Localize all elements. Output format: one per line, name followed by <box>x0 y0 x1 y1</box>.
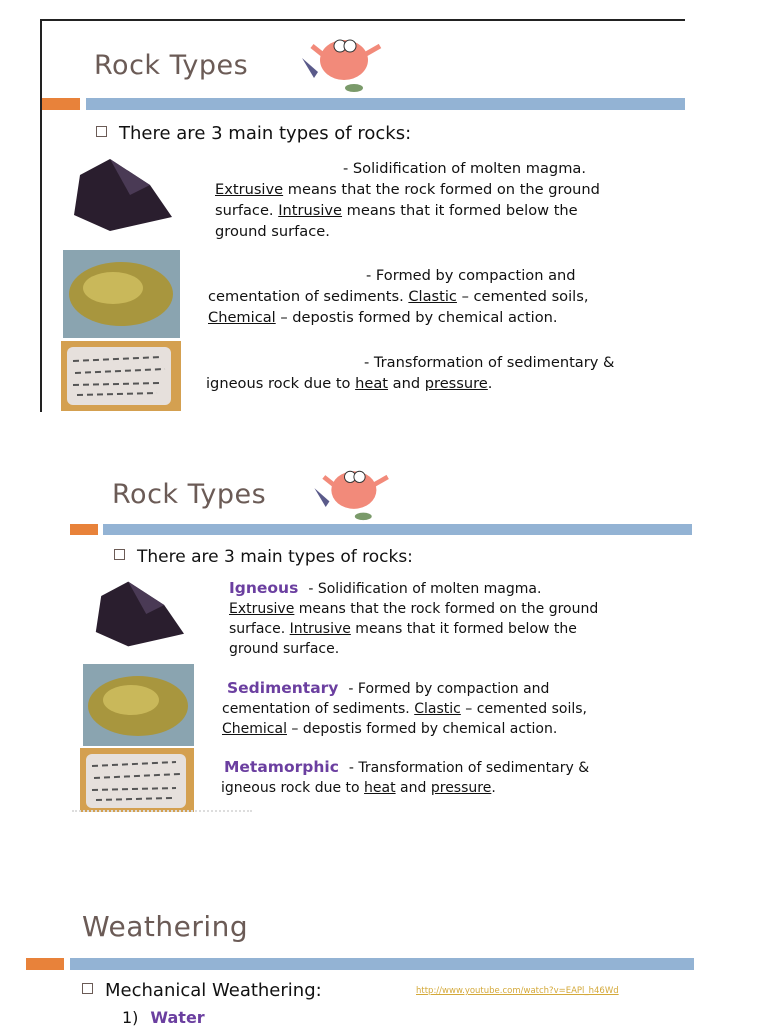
bullet-text: Mechanical Weathering: <box>105 980 322 1001</box>
rock-mascot-icon <box>296 28 388 94</box>
sedimentary-rock-image <box>83 664 194 746</box>
sedimentary-line-3: – depostis formed by chemical action. <box>275 309 558 326</box>
list-item-label: Water <box>150 1008 205 1027</box>
igneous-line-1: - Solidification of molten magma. <box>343 160 586 177</box>
rock-mascot-icon <box>306 460 398 522</box>
bullet-text: There are 3 main types of rocks: <box>137 547 413 567</box>
title-accent-orange <box>26 958 64 970</box>
metamorphic-rock-image <box>80 748 194 812</box>
igneous-line-3b: means that it formed below the <box>342 202 578 219</box>
igneous-rock-image <box>90 578 188 650</box>
title-accent-blue <box>86 98 685 110</box>
term-intrusive: Intrusive <box>278 202 343 219</box>
metamorphic-line-1: - Transformation of sedimentary & <box>364 354 615 371</box>
term-chemical: Chemical <box>208 309 276 326</box>
term-igneous: Igneous <box>229 579 299 597</box>
metamorphic-line-2a: igneous rock due to <box>221 780 365 796</box>
metamorphic-line-2c: . <box>491 780 496 796</box>
term-clastic: Clastic <box>408 288 457 305</box>
metamorphic-rock-image <box>61 341 181 411</box>
sedimentary-line-2b: – cemented soils, <box>460 701 588 717</box>
title-accent-blue <box>103 524 692 535</box>
term-heat: heat <box>364 780 396 796</box>
sedimentary-description <box>208 265 588 328</box>
slide-title: Weathering <box>82 910 249 943</box>
term-pressure: pressure <box>424 375 488 392</box>
title-accent-orange <box>42 98 80 110</box>
bullet-square-icon <box>82 983 93 994</box>
faint-slide-toolbar <box>72 810 252 818</box>
term-intrusive: Intrusive <box>289 621 351 637</box>
metamorphic-line-1: - Transformation of sedimentary & <box>348 760 590 776</box>
sedimentary-description <box>222 678 587 739</box>
slide-1-top-border <box>40 19 685 21</box>
igneous-line-2: means that the rock formed on the ground <box>294 601 599 617</box>
term-extrusive: Extrusive <box>229 601 295 617</box>
sedimentary-rock-image <box>63 250 180 338</box>
igneous-line-3b: means that it formed below the <box>350 621 577 637</box>
term-pressure: pressure <box>430 780 492 796</box>
igneous-rock-image <box>70 155 174 235</box>
igneous-line-2: means that the rock formed on the ground <box>283 181 600 198</box>
main-bullet <box>114 547 413 567</box>
term-heat: heat <box>355 375 389 392</box>
metamorphic-description <box>206 352 614 394</box>
slide-1-left-border <box>40 19 42 412</box>
term-sedimentary: Sedimentary <box>227 679 339 697</box>
igneous-line-4: ground surface. <box>215 223 330 240</box>
list-item-water <box>122 1008 205 1027</box>
main-bullet <box>82 980 322 1001</box>
igneous-description <box>215 158 600 242</box>
slide-title: Rock Types <box>94 50 249 81</box>
metamorphic-description <box>221 757 589 798</box>
sedimentary-line-2a: cementation of sediments. <box>208 288 409 305</box>
metamorphic-line-2b: and <box>388 375 425 392</box>
metamorphic-line-2c: . <box>487 375 493 392</box>
bullet-square-icon <box>96 126 107 137</box>
sedimentary-line-3: – depostis formed by chemical action. <box>286 721 558 737</box>
sedimentary-line-2b: – cemented soils, <box>456 288 589 305</box>
igneous-line-3a: surface. <box>229 621 290 637</box>
sedimentary-line-1: - Formed by compaction and <box>348 681 550 697</box>
igneous-line-4: ground surface. <box>229 641 340 657</box>
metamorphic-line-2b: and <box>395 780 431 796</box>
list-number: 1) <box>122 1008 139 1027</box>
bullet-square-icon <box>114 549 125 560</box>
main-bullet <box>96 123 411 144</box>
term-clastic: Clastic <box>414 701 461 717</box>
sedimentary-line-2a: cementation of sediments. <box>222 701 415 717</box>
slide-title: Rock Types <box>112 479 267 510</box>
bullet-text: There are 3 main types of rocks: <box>119 123 412 144</box>
igneous-line-3a: surface. <box>215 202 279 219</box>
youtube-link[interactable]: http://www.youtube.com/watch?v=EAPl_h46Wd <box>416 986 619 996</box>
term-metamorphic: Metamorphic <box>224 758 339 776</box>
metamorphic-line-2a: igneous rock due to <box>206 375 356 392</box>
term-chemical: Chemical <box>222 721 287 737</box>
title-accent-orange <box>70 524 98 535</box>
sedimentary-line-1: - Formed by compaction and <box>366 267 576 284</box>
title-accent-blue <box>70 958 694 970</box>
igneous-line-1: - Solidification of molten magma. <box>308 581 542 597</box>
term-extrusive: Extrusive <box>215 181 284 198</box>
igneous-description <box>229 578 598 659</box>
